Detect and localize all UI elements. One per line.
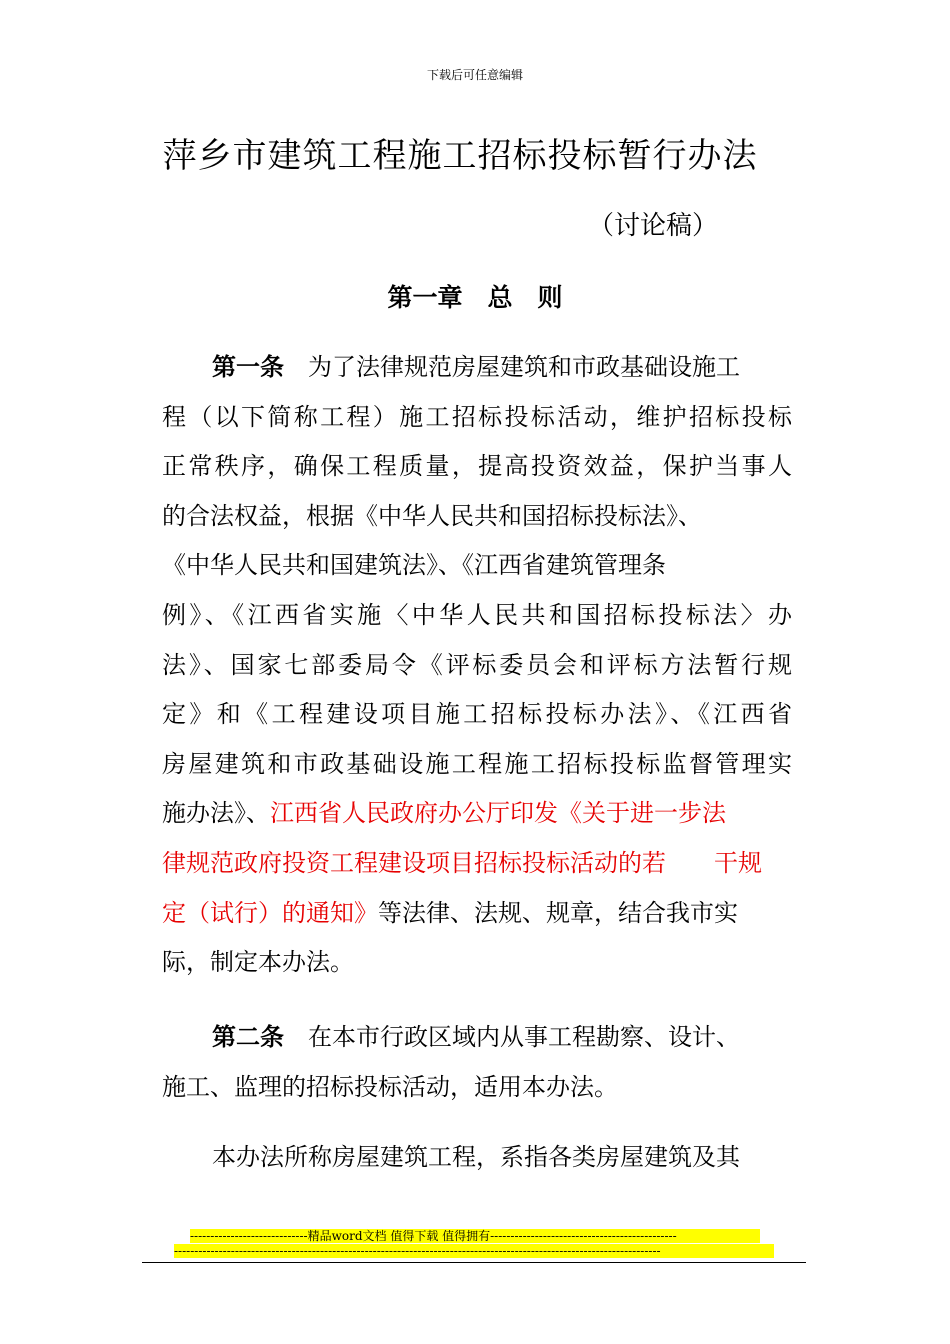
article-1-line: 正常秩序，确保工程质量，提高投资效益，保护当事人 <box>162 452 792 481</box>
paragraph-3 <box>162 1133 792 1183</box>
article-1-line: 施办法》、江西省人民政府办公厅印发《关于进一步法 <box>162 799 726 828</box>
article-1-line: 《中华人民共和国建筑法》、《江西省建筑管理条 <box>162 551 666 580</box>
article-1-line: 法》、国家七部委局令《评标委员会和评标方法暂行规 <box>162 650 792 679</box>
page-header-note: 下载后可任意编辑 <box>426 68 523 82</box>
paragraph-3-line: 本办法所称房屋建筑工程，系指各类房屋建筑及其 <box>212 1143 740 1171</box>
article-1 <box>162 342 792 988</box>
article-1-line: 定》和《工程建设项目施工招标投标办法》、《江西省 <box>162 700 792 729</box>
article-2-label: 第二条 <box>212 1022 284 1051</box>
article-1-line: 的合法权益，根据《中华人民共和国招标投标法》、 <box>162 501 702 530</box>
article-1-line: 例》、《江西省实施〈中华人民共和国招标投标法〉办 <box>162 600 792 629</box>
article-1-line: 程（以下简称工程）施工招标投标活动，维护招标投标 <box>162 402 792 431</box>
document-subtitle: （讨论稿） <box>588 211 719 241</box>
chapter-heading: 第一章 总 则 <box>387 283 563 312</box>
cited-notice-text: 江西省人民政府办公厅印发《关于进一步法 <box>270 799 726 828</box>
article-2-line: 施工、监理的招标投标活动，适用本办法。 <box>162 1072 618 1101</box>
article-1-line: 第一条 为了法律规范房屋建筑和市政基础设施工 <box>212 352 740 381</box>
article-1-line: 定（试行）的通知》等法律、法规、规章，结合我市实 <box>162 898 738 927</box>
footer-dash-line: ------------------------------------------------------------------------------------------------------------------------ <box>174 1244 661 1258</box>
footer-banner-text: -----------------------------精品word文档 值得下载 值得拥有---------------------------------------------- <box>190 1229 677 1243</box>
document-title: 萍乡市建筑工程施工招标投标暂行办法 <box>162 136 758 176</box>
article-1-line: 房屋建筑和市政基础设施工程施工招标投标监督管理实 <box>162 749 792 778</box>
article-2 <box>162 1012 792 1112</box>
article-2-line: 第二条 在本市行政区域内从事工程勘察、设计、 <box>212 1022 740 1051</box>
footer-rule <box>142 1262 806 1263</box>
article-1-line: 律规范政府投资工程建设项目招标投标活动的若 干规 <box>162 848 762 877</box>
article-1-label: 第一条 <box>212 352 284 381</box>
article-1-line: 际，制定本办法。 <box>162 948 354 977</box>
